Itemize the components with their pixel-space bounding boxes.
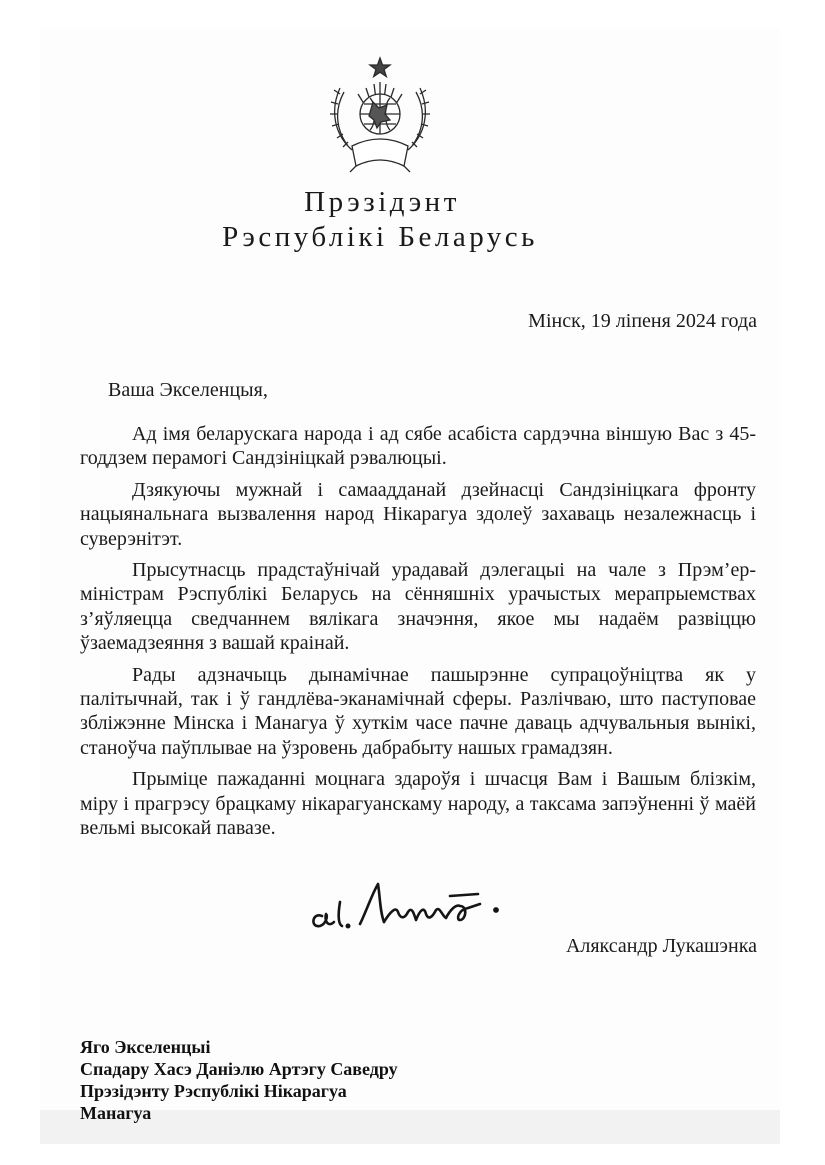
salutation: Ваша Экселенцыя, (108, 379, 268, 401)
paragraph: Ад імя беларускага народа і ад сябе асабіста сардэчна віншую Вас з 45-годдзем перамогі Сандзініцкай рэвалюцыі. (80, 423, 756, 470)
paragraph: Прысутнасць прадстаўнічай урадавай дэлегацыі на чале з Прэм’ер-міністрам Рэспублікі Беларусь на сённяшніх урачыстых мерапрыемствах з’яўляецца сведчаннем вялікага значэння, якое мы надаём развіццю ўзаемадзеяння з вашай краінай. (80, 559, 756, 655)
signer-name: Аляксандр Лукашэнка (565, 935, 757, 957)
addressee-line: Спадару Хасэ Даніэлю Артэгу Саведру (80, 1059, 398, 1079)
letter-body (80, 422, 756, 848)
paragraph: Прыміце пажаданні моцнага здароўя і шчасця Вам і Вашым блізкім, міру і прагрэсу брацкаму нікарагуанскаму народу, а таксама запэўненні ў маёй вельмі высокай павазе. (80, 768, 756, 840)
page-title-line-2: Рэспублікі Беларусь (222, 221, 538, 253)
addressee-line: Яго Экселенцыі (80, 1037, 211, 1057)
addressee-block (80, 1036, 398, 1124)
date-line: Мінск, 19 ліпеня 2024 года (528, 310, 757, 332)
paragraph: Дзякуючы мужнай і самаадданай дзейнасці Сандзініцкага фронту нацыянальнага вызвалення народ Нікарагуа здолеў захаваць незалежнасць і суверэнітэт. (80, 478, 756, 550)
page-title-line-1: Прэзідэнт (304, 186, 460, 218)
addressee-line: Манагуа (80, 1103, 152, 1123)
paragraph: Рады адзначыць дынамічнае пашырэнне супрацоўніцтва як у палітычнай, так і ў гандлёва-эканамічнай сферы. Разлічваю, што паступовае збліжэнне Мінска і Манагуа ў хуткім часе пачне даваць адчувальныя вынікі, станоўча паўплывае на ўзровень дабрабыту нашых грамадзян. (80, 663, 756, 759)
addressee-line: Прэзідэнту Рэспублікі Нікарагуа (80, 1081, 347, 1101)
belarus-state-emblem-icon (318, 54, 442, 178)
handwritten-signature (300, 876, 540, 938)
